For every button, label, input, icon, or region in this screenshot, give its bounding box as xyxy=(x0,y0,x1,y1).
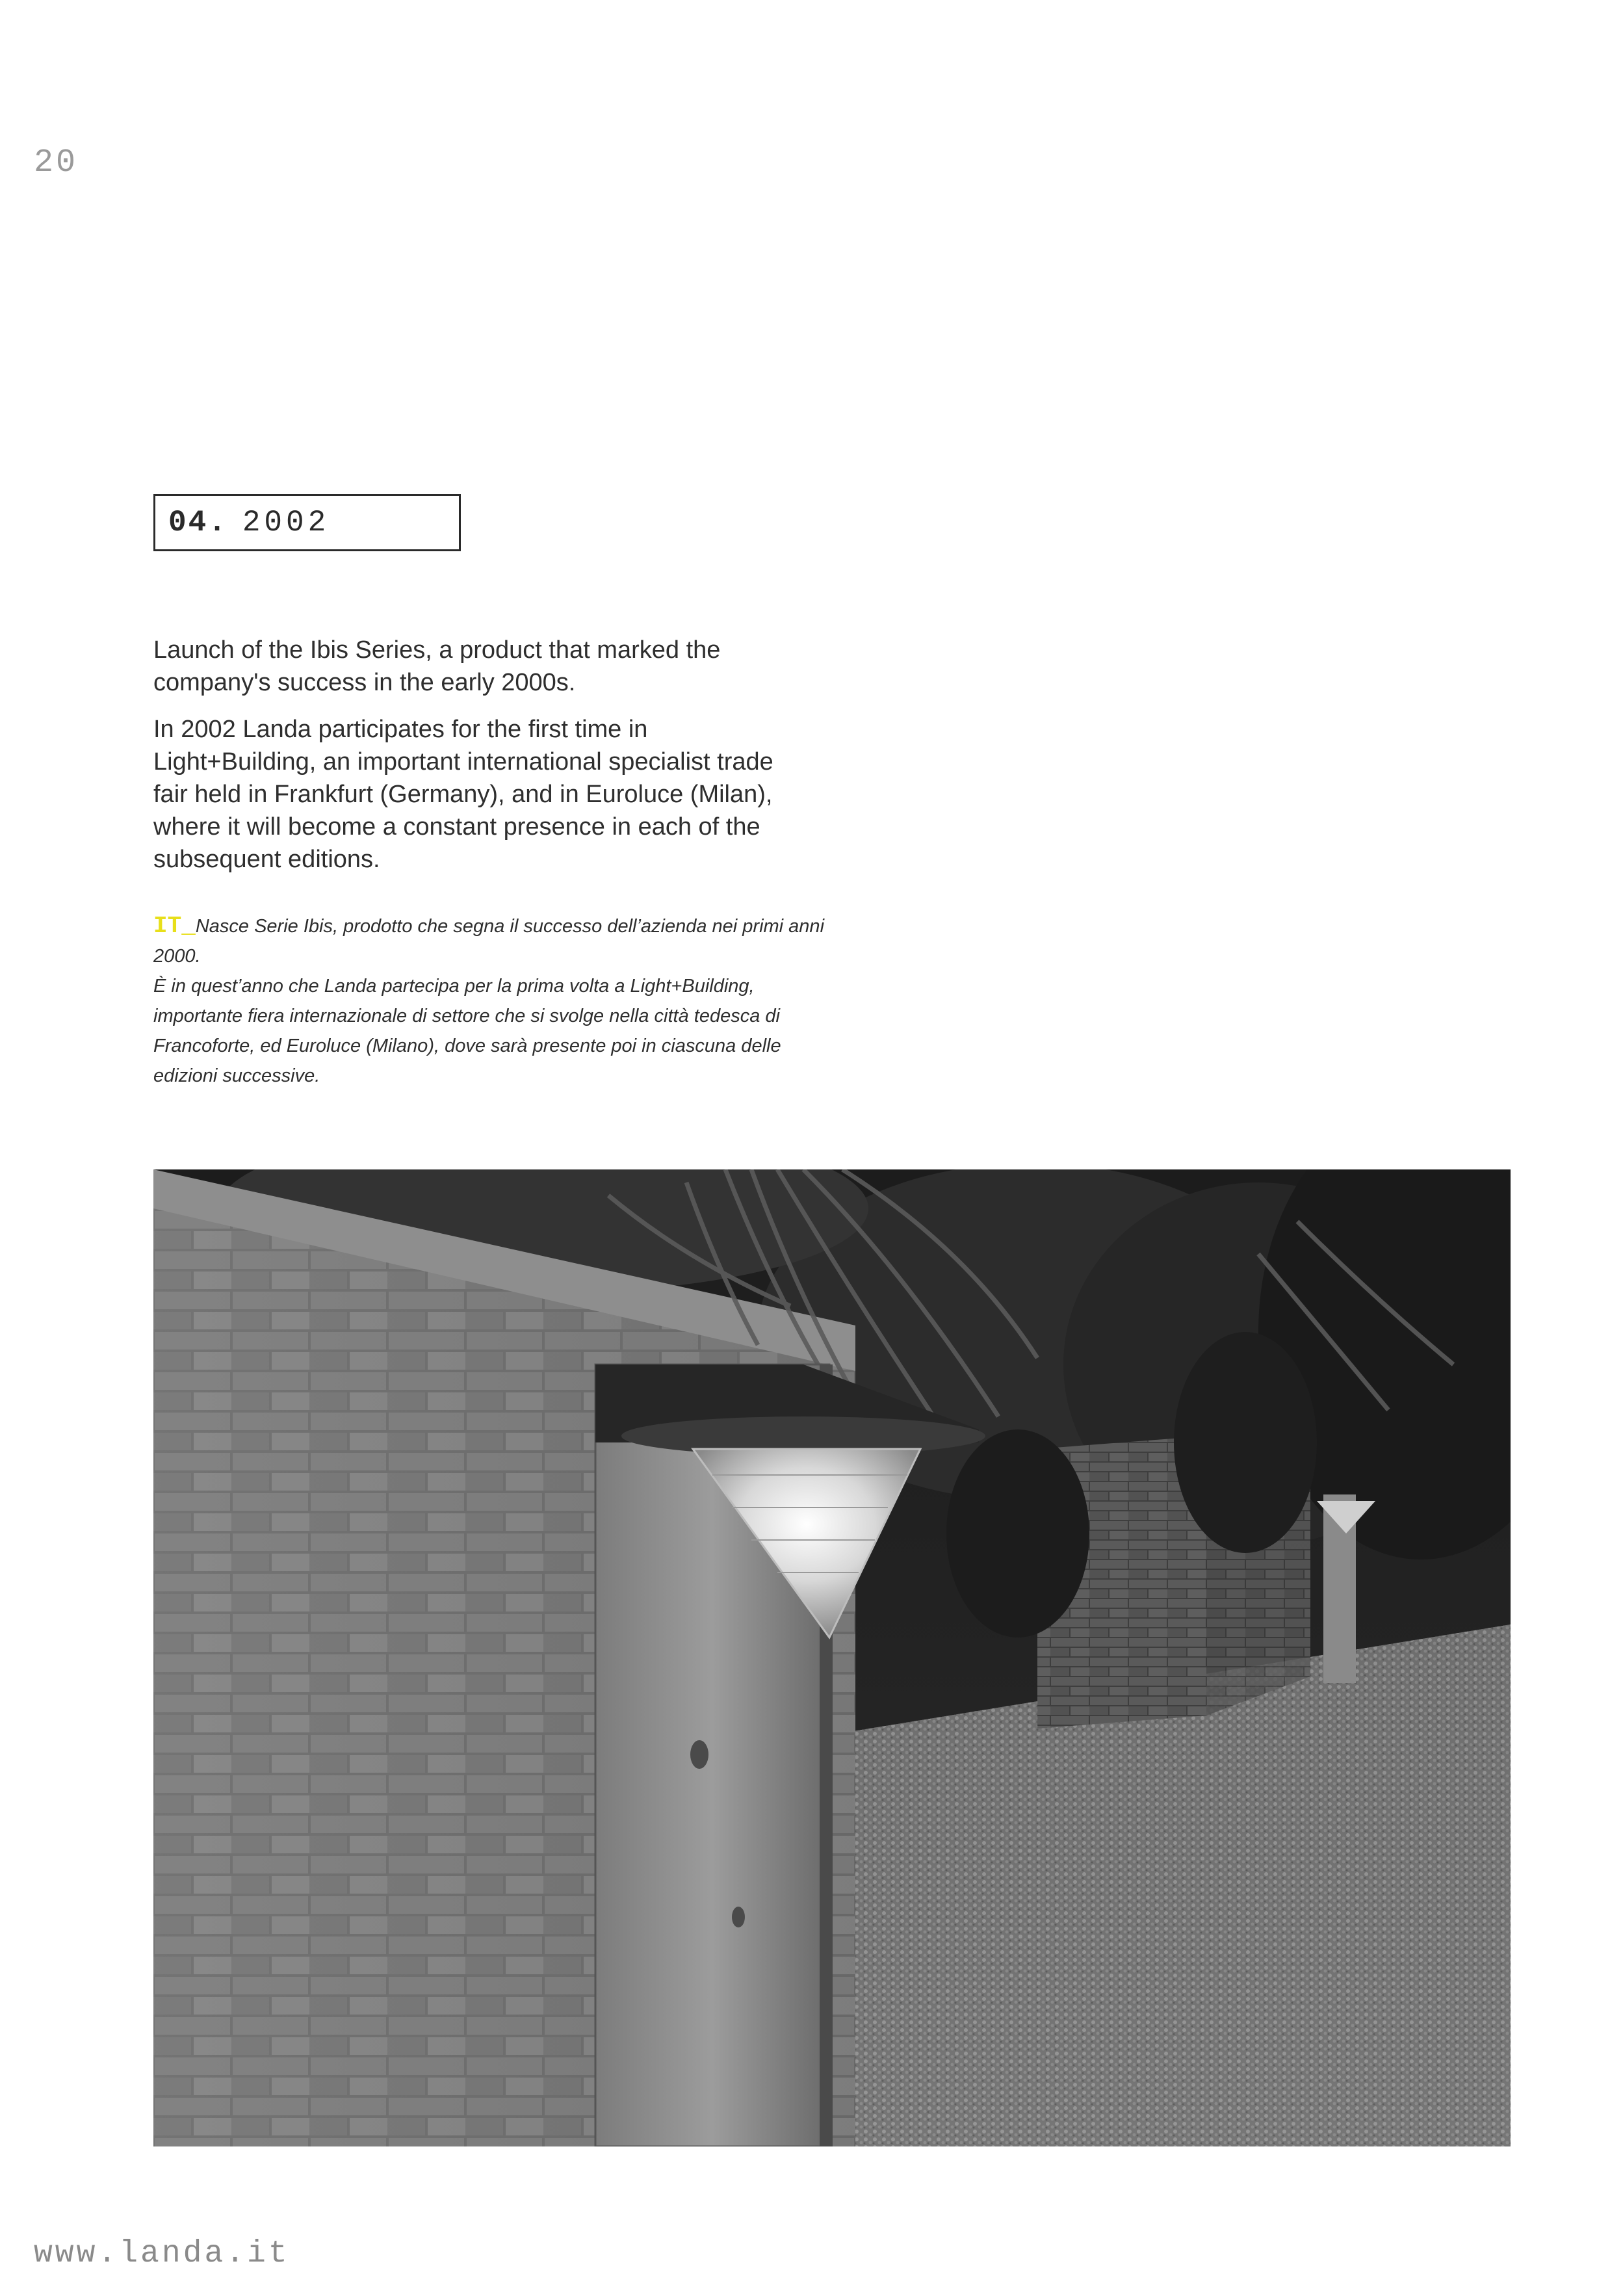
italian-line-1: Nasce Serie Ibis, prodotto che segna il successo dell’azienda nei primi anni 2000. xyxy=(153,916,825,967)
section-year-box xyxy=(153,494,461,551)
body-paragraph-2: In 2002 Landa participates for the first time in Light+Building, an important international specialist trade fair held in Frankfurt (Germany), and in Euroluce (Milan), where it will become a constant presence in each of the subsequent editions. xyxy=(153,716,773,873)
ibis-bollard-photo xyxy=(153,1169,1511,2146)
english-body xyxy=(153,634,803,890)
section-index: 04. xyxy=(168,506,228,540)
footer-url: www.landa.it xyxy=(34,2236,290,2271)
italian-body xyxy=(153,911,836,1091)
italian-paragraph-2: È in quest’anno che Landa partecipa per la prima volta a Light+Building, importante fiera internazionale di settore che si svolge nella città tedesca di Francoforte, ed Euroluce (Milano), dove sarà presente poi in ciascuna delle edizioni successive. xyxy=(153,976,781,1086)
italian-label: IT_ xyxy=(153,913,196,939)
section-year: 2002 xyxy=(242,506,330,540)
body-paragraph-1: Launch of the Ibis Series, a product that marked the company's success in the early 2000s. xyxy=(153,636,721,696)
italian-paragraph-1 xyxy=(153,911,836,971)
page-number: 20 xyxy=(34,144,79,181)
